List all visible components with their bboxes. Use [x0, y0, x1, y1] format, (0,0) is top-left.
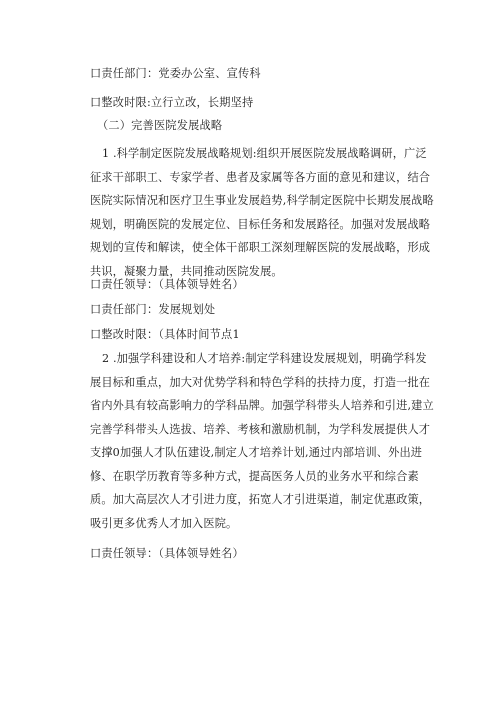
paragraph-discipline-talent: 2 .加强学科建设和人才培养:制定学科建设发展规划，明确学科发展目标和重点，加大对优势学科和特色学科的扶持力度，打造一批在省内外具有较高影响力的学科品牌。加强学科带头人培养和引进,建立完善学科带头人选拔、培养、考核和激励机制，为学科发展提供人才支撑0加强人才队伍建设,制定人才培养计划,通过内部培训、外出进修、在职学历教育等多种方式，提高医务人员的业务水平和综合素质。加大高层次人才引进力度，拓宽人才引进渠道，制定优惠政策，吸引更多优秀人才加入医院。	[90, 352, 434, 530]
responsible-department-1: 口责任部门：党委办公室、宣传科	[90, 67, 261, 80]
rectification-deadline-2: 口整改时限：（具体时间节点1	[90, 328, 240, 341]
responsible-leader-1: 口责任领导：（具体领导姓名）	[90, 278, 244, 291]
rectification-deadline-1: 口整改时限:立行立改，长期坚持	[90, 96, 254, 109]
section-title: （二）完善医院发展战略	[97, 119, 223, 132]
responsible-department-2: 口责任部门：发展规划处	[90, 303, 216, 316]
responsible-leader-2: 口责任领导：（具体领导姓名）	[90, 547, 244, 560]
paragraph-strategy-planning: 1 .科学制定医院发展战略规划:组织开展医院发展战略调研，广泛征求干部职工、专家学者、患者及家属等各方面的意见和建议，结合医院实际情况和医疗卫生事业发展趋势,科学制定医院中长期发展战略规划，明确医院的发展定位、目标任务和发展路径。加强对发展战略规划的宣传和解读，使全体干部职工深刻理解医院的发展战略，形成共识，凝聚力量，共同推动医院发展。	[90, 147, 434, 278]
